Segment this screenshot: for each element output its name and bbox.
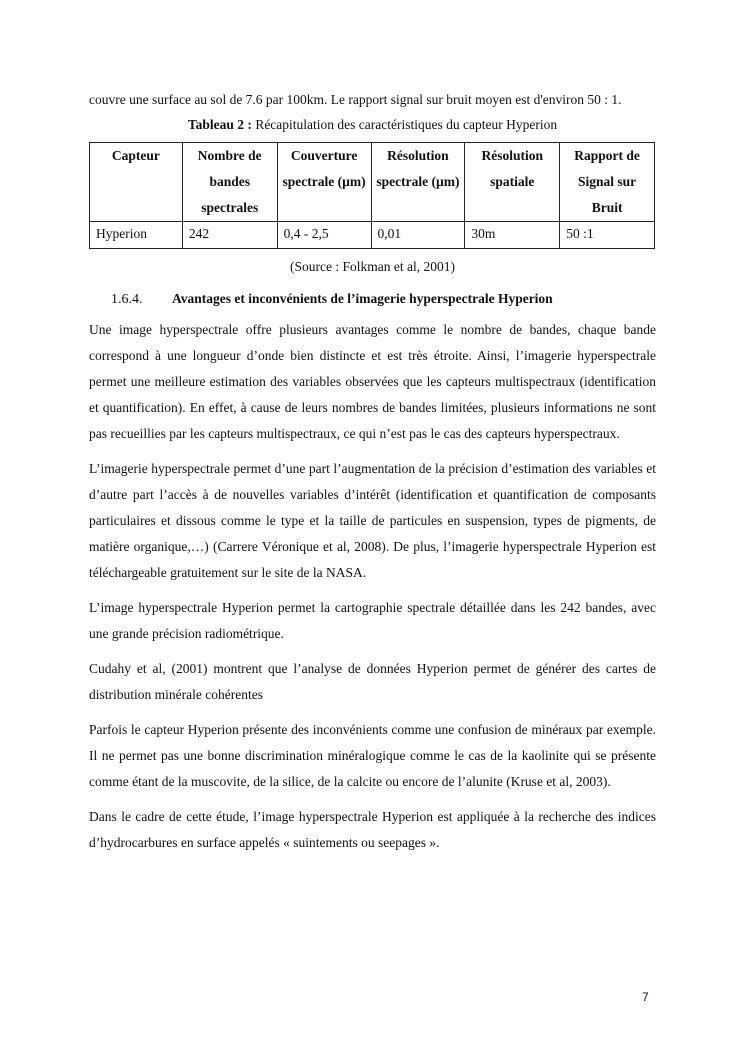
header-nombre-de-bandes: Nombre de bandes spectrales — [182, 143, 277, 222]
section-heading — [89, 286, 656, 313]
intro-paragraph: couvre une surface au sol de 7.6 par 100km. Le rapport signal sur bruit moyen est d'environ 50 : 1. — [89, 92, 622, 107]
body-paragraph: Dans le cadre de cette étude, l’image hyperspectrale Hyperion est appliquée à la recherche des indices d’hydrocarbures en surface appelés « suintements ou seepages ». — [89, 809, 656, 850]
table-caption — [89, 113, 656, 137]
table-row — [90, 222, 655, 249]
body-paragraph: L’imagerie hyperspectrale permet d’une part l’augmentation de la précision d’estimation des variables et d’autre part l’accès à de nouvelles variables d’intérêt (identification et quantification de composants particulaires et dissous comme le type et la taille de particules en suspension, types de pigments, de matière organique,…) (Carrere Véronique et al, 2008). De plus, l’imagerie hyperspectrale Hyperion est téléchargeable gratuitement sur le site de la NASA. — [89, 461, 656, 580]
cell-couverture-spectrale: 0,4 - 2,5 — [277, 222, 371, 249]
cell-resolution-spatiale: 30m — [465, 222, 560, 249]
table-header-row — [90, 143, 655, 222]
cell-rapport-signal-bruit: 50 :1 — [560, 222, 655, 249]
header-couverture-spectrale: Couverture spectrale (µm) — [277, 143, 371, 222]
cell-nombre-de-bandes: 242 — [182, 222, 277, 249]
section-title: Avantages et inconvénients de l’imagerie hyperspectrale Hyperion — [172, 291, 553, 306]
table-caption-text: Récapitulation des caractéristiques du capteur Hyperion — [251, 117, 558, 132]
page-number: 7 — [642, 990, 649, 1004]
document-page — [89, 87, 656, 856]
header-resolution-spectrale: Résolution spectrale (µm) — [371, 143, 465, 222]
section-number: 1.6.4. — [111, 292, 143, 307]
header-resolution-spatiale: Résolution spatiale — [465, 143, 560, 222]
hyperion-characteristics-table — [89, 142, 655, 249]
body-paragraph: Une image hyperspectrale offre plusieurs avantages comme le nombre de bandes, chaque bande correspond à une longueur d’onde bien distincte et est très étroite. Ainsi, l’imagerie hyperspectrale permet une meilleure estimation des variables observées que les capteurs multispectraux (identification et quantification). En effet, à cause de leurs nombres de bandes limitées, plusieurs informations ne sont pas recueillies par les capteurs multispectraux, ce qui n’est pas le cas des capteurs hyperspectraux. — [89, 322, 656, 441]
body-paragraph: Cudahy et al, (2001) montrent que l’analyse de données Hyperion permet de générer des cartes de distribution minérale cohérentes — [89, 661, 656, 702]
cell-capteur: Hyperion — [90, 222, 183, 249]
table-caption-label: Tableau 2 : — [187, 117, 252, 132]
header-rapport-signal-bruit: Rapport de Signal sur Bruit — [560, 143, 655, 222]
cell-resolution-spectrale: 0,01 — [371, 222, 465, 249]
header-capteur: Capteur — [90, 143, 183, 222]
body-paragraph: Parfois le capteur Hyperion présente des inconvénients comme une confusion de minéraux par exemple. Il ne permet pas une bonne discrimination minéralogique comme le cas de la kaolinite qui se présente comme étant de la muscovite, de la silice, de la calcite ou encore de l’alunite (Kruse et al, 2003). — [89, 722, 656, 789]
table-source: (Source : Folkman et al, 2001) — [290, 259, 455, 274]
body-paragraph: L’image hyperspectrale Hyperion permet la cartographie spectrale détaillée dans les 242 bandes, avec une grande précision radiométrique. — [89, 600, 656, 641]
